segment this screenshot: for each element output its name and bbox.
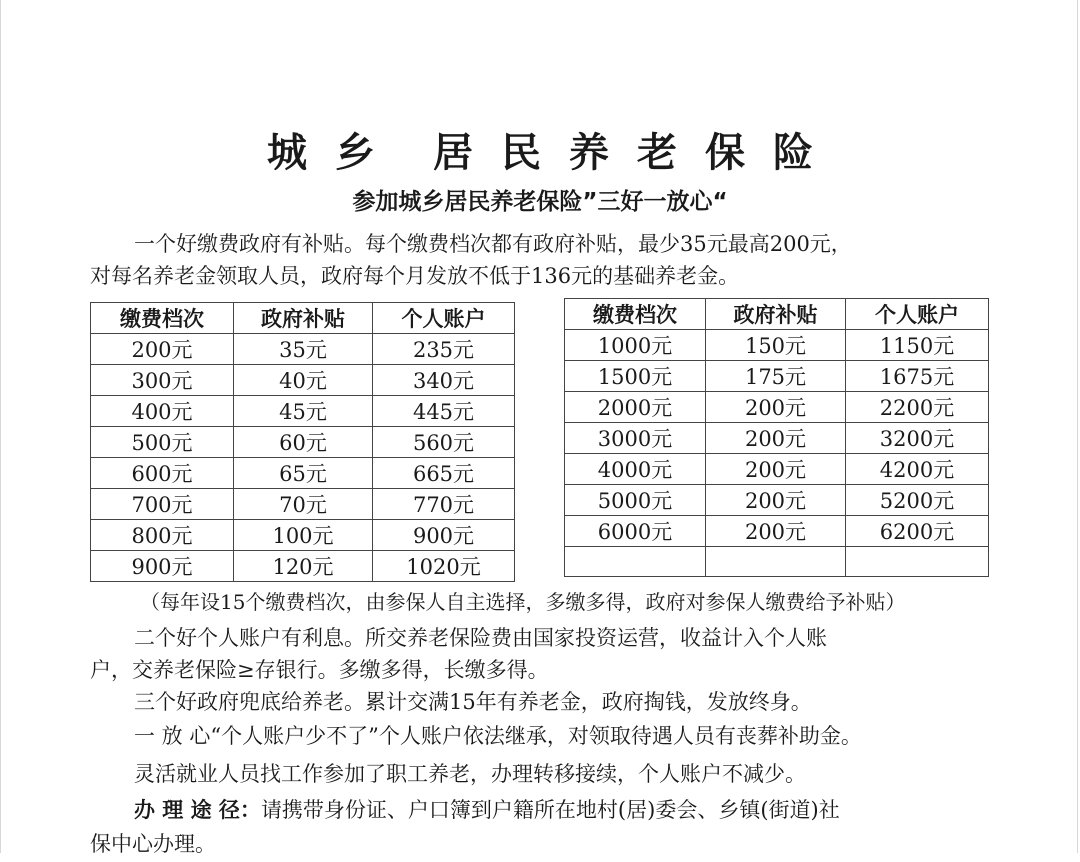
- table-cell: 665元: [373, 458, 515, 489]
- table-cell: 4000元: [565, 454, 706, 485]
- table-header-row: [565, 299, 989, 330]
- table-cell: 120元: [234, 551, 373, 582]
- title-char: 老: [637, 130, 677, 176]
- table-cell: 800元: [91, 520, 234, 551]
- table-note: （每年设15个缴费档次，由参保人自主选择，多缴多得，政府对参保人缴费给予补贴）: [140, 590, 906, 614]
- table-row: [91, 365, 515, 396]
- table-cell: 5000元: [565, 485, 706, 516]
- left-contribution-table: [90, 302, 515, 582]
- point3: 三个好政府兜底给养老。累计交满15年有养老金，政府掏钱，发放终身。: [134, 690, 812, 714]
- column-header: 缴费档次: [565, 299, 706, 330]
- table-cell: 100元: [234, 520, 373, 551]
- table-cell: 1500元: [565, 361, 706, 392]
- table-row: [565, 454, 989, 485]
- title-char: 险: [773, 130, 813, 176]
- table-row: [91, 520, 515, 551]
- table-cell: 560元: [373, 427, 515, 458]
- point2-line-1: 二个好个人账户有利息。所交养老保险费由国家投资运营，收益计入个人账: [134, 626, 827, 650]
- table-cell: 4200元: [846, 454, 989, 485]
- table-row: [565, 547, 989, 577]
- table-cell: 500元: [91, 427, 234, 458]
- table-cell: 445元: [373, 396, 515, 427]
- table-row: [565, 392, 989, 423]
- table-cell: 35元: [234, 334, 373, 365]
- intro-line-1: 一个好缴费政府有补贴。每个缴费档次都有政府补贴，最少35元最高200元，: [134, 232, 852, 256]
- page-title: [0, 128, 1080, 178]
- column-header: 政府补贴: [706, 299, 846, 330]
- table-cell: 700元: [91, 489, 234, 520]
- table-cell: 200元: [706, 423, 846, 454]
- table-row: [91, 427, 515, 458]
- table-cell: 900元: [373, 520, 515, 551]
- table-cell: 6200元: [846, 516, 989, 547]
- table-cell: 200元: [706, 392, 846, 423]
- intro-line-2: 对每名养老金领取人员，政府每个月发放不低于136元的基础养老金。: [90, 264, 740, 288]
- table-cell: 200元: [706, 485, 846, 516]
- subtitle: 参加城乡居民养老保险”三好一放心“: [352, 189, 728, 215]
- table-cell: [565, 547, 706, 577]
- table-cell: 2200元: [846, 392, 989, 423]
- table-cell: 3200元: [846, 423, 989, 454]
- table-cell: 1150元: [846, 330, 989, 361]
- title-char: 养: [569, 130, 609, 176]
- table-cell: 200元: [91, 334, 234, 365]
- point2-line-2: 户，交养老保险≥存银行。多缴多得，长缴多得。: [90, 658, 549, 682]
- point5: 灵活就业人员找工作参加了职工养老，办理转移接续，个人账户不减少。: [134, 762, 806, 786]
- title-char: 民: [501, 130, 541, 176]
- table-cell: 200元: [706, 516, 846, 547]
- table-cell: 70元: [234, 489, 373, 520]
- table-header-row: [91, 303, 515, 334]
- table-row: [565, 423, 989, 454]
- table-cell: 200元: [706, 454, 846, 485]
- table-cell: 900元: [91, 551, 234, 582]
- table-cell: [706, 547, 846, 577]
- procedure-label: 办 理 途 径：: [134, 798, 261, 822]
- column-header: 个人账户: [373, 303, 515, 334]
- title-char: 乡: [335, 130, 375, 176]
- table-cell: 40元: [234, 365, 373, 396]
- title-char: 保: [705, 130, 745, 176]
- table-cell: 300元: [91, 365, 234, 396]
- column-header: 缴费档次: [91, 303, 234, 334]
- table-cell: 45元: [234, 396, 373, 427]
- table-cell: 235元: [373, 334, 515, 365]
- procedure-text: 请携带身份证、户口簿到户籍所在地村(居)委会、乡镇(街道)社: [260, 798, 840, 822]
- table-cell: 60元: [234, 427, 373, 458]
- right-contribution-table: [564, 298, 989, 577]
- table-cell: [846, 547, 989, 577]
- column-header: 个人账户: [846, 299, 989, 330]
- table-row: [565, 485, 989, 516]
- table-row: [565, 361, 989, 392]
- table-cell: 340元: [373, 365, 515, 396]
- table-cell: 65元: [234, 458, 373, 489]
- table-row: [565, 330, 989, 361]
- table-cell: 5200元: [846, 485, 989, 516]
- table-cell: 1000元: [565, 330, 706, 361]
- table-cell: 400元: [91, 396, 234, 427]
- table-row: [91, 458, 515, 489]
- column-header: 政府补贴: [234, 303, 373, 334]
- table-row: [91, 489, 515, 520]
- point4: 一 放 心“个人账户少不了”个人账户依法继承，对领取待遇人员有丧葬补助金。: [134, 724, 862, 748]
- table-row: [91, 551, 515, 582]
- table-cell: 150元: [706, 330, 846, 361]
- procedure-line-1: [134, 792, 840, 828]
- table-cell: 600元: [91, 458, 234, 489]
- title-char: 居: [433, 130, 473, 176]
- table-cell: 175元: [706, 361, 846, 392]
- table-cell: 770元: [373, 489, 515, 520]
- table-cell: 3000元: [565, 423, 706, 454]
- procedure-line-2: 保中心办理。: [90, 832, 216, 856]
- table-row: [91, 396, 515, 427]
- table-row: [91, 334, 515, 365]
- title-char: 城: [267, 130, 307, 176]
- table-cell: 6000元: [565, 516, 706, 547]
- table-cell: 1020元: [373, 551, 515, 582]
- table-cell: 1675元: [846, 361, 989, 392]
- table-cell: 2000元: [565, 392, 706, 423]
- table-row: [565, 516, 989, 547]
